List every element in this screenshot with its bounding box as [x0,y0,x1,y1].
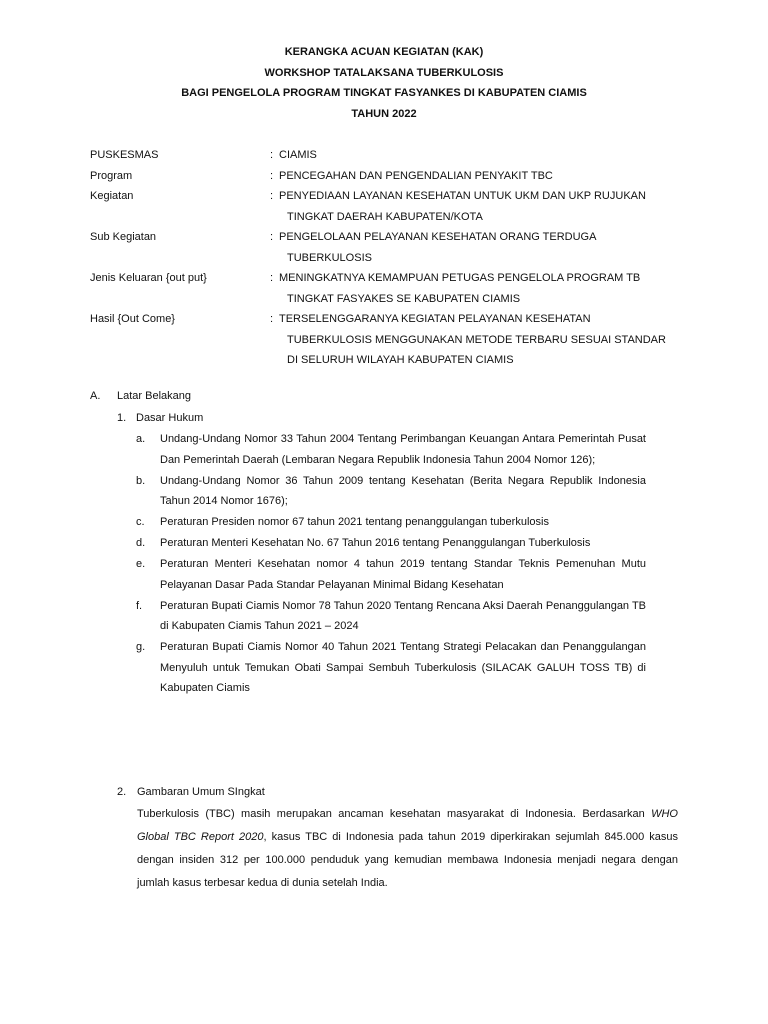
list-item [136,533,646,554]
legal-basis-list [136,429,646,699]
list-item-letter: e. [136,558,146,570]
list-item-letter: b. [136,474,146,487]
info-label: PUSKESMAS [90,149,159,161]
list-item-letter: a. [136,433,146,445]
title-line-3: BAGI PENGELOLA PROGRAM TINGKAT FASYANKES DI KABUPATEN CIAMIS [181,87,587,99]
info-value-line: TINGKAT DAERAH KABUPATEN/KOTA [287,210,483,223]
info-label: Jenis Keluaran {out put} [90,272,207,284]
paragraph-italic: WHO Global TBC Report 2020 [137,808,678,843]
section-heading-a [90,386,650,407]
info-value-line: TUBERKULOSIS [287,251,372,264]
info-colon: : [270,149,274,161]
title-line-1: KERANGKA ACUAN KEGIATAN (KAK) [284,46,484,58]
subsection-number: 1. [117,412,127,424]
info-value-line: CIAMIS [279,149,317,161]
info-row-program [90,166,680,187]
info-colon: : [270,190,274,202]
paragraph-text: , kasus TBC di Indonesia pada tahun 2019 diperkirakan sejumlah 845.000 kasus dengan insiden 312 per 100.000 penduduk yang kemudian membawa Indonesia menjadi negara dengan jumlah kasus terbesar kedua di dunia setelah India. [137,831,679,889]
list-item [136,471,646,512]
list-item [136,512,646,533]
info-value-line: PENYEDIAAN LAYANAN KESEHATAN UNTUK UKM DAN UKP RUJUKAN [279,190,646,202]
info-row-sub-kegiatan [90,227,680,268]
info-value [278,166,680,187]
info-colon: : [270,169,274,182]
list-item [136,637,646,699]
subsection-heading-2 [117,782,265,803]
info-value-line: PENCEGAHAN DAN PENGENDALIAN PENYAKIT TBC [279,169,553,182]
info-label: Kegiatan [90,190,134,202]
list-item-text: Peraturan Menteri Kesehatan nomor 4 tahun 2019 tentang Standar Teknis Pemenuhan Mutu Pelayanan Dasar Pada Standar Pelayanan Minimal Bidang Kesehatan [160,558,646,591]
info-row-outcome [90,309,680,371]
list-item-text: Peraturan Bupati Ciamis Nomor 40 Tahun 2021 Tentang Strategi Pelacakan dan Penanggulangan Menyuluh untuk Temukan Obati Sampai Sembuh Tuberkulosis (SILACAK GALUH TOSS TB) di Kabupaten Ciamis [160,641,646,694]
info-value [278,186,680,227]
section-number: A. [90,390,101,402]
list-item-text: Undang-Undang Nomor 36 Tahun 2009 tentang Kesehatan (Berita Negara Republik Indonesia Tahun 2014 Nomor 1676); [160,474,646,507]
info-value-line: PENGELOLAAN PELAYANAN KESEHATAN ORANG TERDUGA [279,231,597,243]
info-value-line: TERSELENGGARANYA KEGIATAN PELAYANAN KESEHATAN [279,313,591,325]
info-row-output [90,268,680,309]
section-title: Latar Belakang [117,390,191,402]
list-item [136,554,646,595]
list-item-letter: d. [136,537,146,549]
info-value [278,309,680,371]
paragraph-text: Tuberkulosis (TBC) masih merupakan ancaman kesehatan masyarakat di Indonesia. Berdasarkan [137,808,652,820]
info-value [278,145,680,166]
list-item [136,596,646,637]
info-value-line: DI SELURUH WILAYAH KABUPATEN CIAMIS [287,354,514,366]
subsection-title: Dasar Hukum [136,412,204,424]
info-value [278,268,680,309]
info-row-puskesmas [90,145,680,166]
list-item-letter: g. [136,641,146,653]
info-value-line: MENINGKATNYA KEMAMPUAN PETUGAS PENGELOLA PROGRAM TB [279,272,641,284]
info-colon: : [270,231,274,243]
title-line-4: TAHUN 2022 [351,107,417,120]
list-item-text: Peraturan Bupati Ciamis Nomor 78 Tahun 2020 Tentang Rencana Aksi Daerah Penanggulangan TB di Kabupaten Ciamis Tahun 2021 – 2024 [160,599,646,632]
info-label: Sub Kegiatan [90,231,157,243]
info-value [278,227,680,268]
subsection-number: 2. [117,786,127,798]
info-label: Program [90,169,133,182]
overview-paragraph [137,803,678,895]
subsection-title: Gambaran Umum SIngkat [137,786,265,798]
title-line-2: WORKSHOP TATALAKSANA TUBERKULOSIS [264,66,504,79]
info-value-line: TINGKAT FASYAKES SE KABUPATEN CIAMIS [287,292,521,305]
subsection-heading-1 [117,408,203,429]
info-colon: : [270,313,274,325]
document-title [0,42,768,124]
info-label: Hasil {Out Come} [90,313,175,325]
list-item-letter: f. [136,599,143,612]
list-item-letter: c. [136,516,145,528]
info-colon: : [270,272,274,284]
list-item-text: Peraturan Menteri Kesehatan No. 67 Tahun 2016 tentang Penanggulangan Tuberkulosis [160,537,591,549]
activity-info [90,145,680,371]
info-value-line: TUBERKULOSIS MENGGUNAKAN METODE TERBARU SESUAI STANDAR [287,333,666,346]
list-item [136,429,646,470]
list-item-text: Undang-Undang Nomor 33 Tahun 2004 Tentang Perimbangan Keuangan Antara Pemerintah Pusat Dan Pemerintah Daerah (Lembaran Negara Republik Indonesia Tahun 2004 Nomor 126); [160,433,646,466]
info-row-kegiatan [90,186,680,227]
list-item-text: Peraturan Presiden nomor 67 tahun 2021 tentang penanggulangan tuberkulosis [160,516,549,528]
